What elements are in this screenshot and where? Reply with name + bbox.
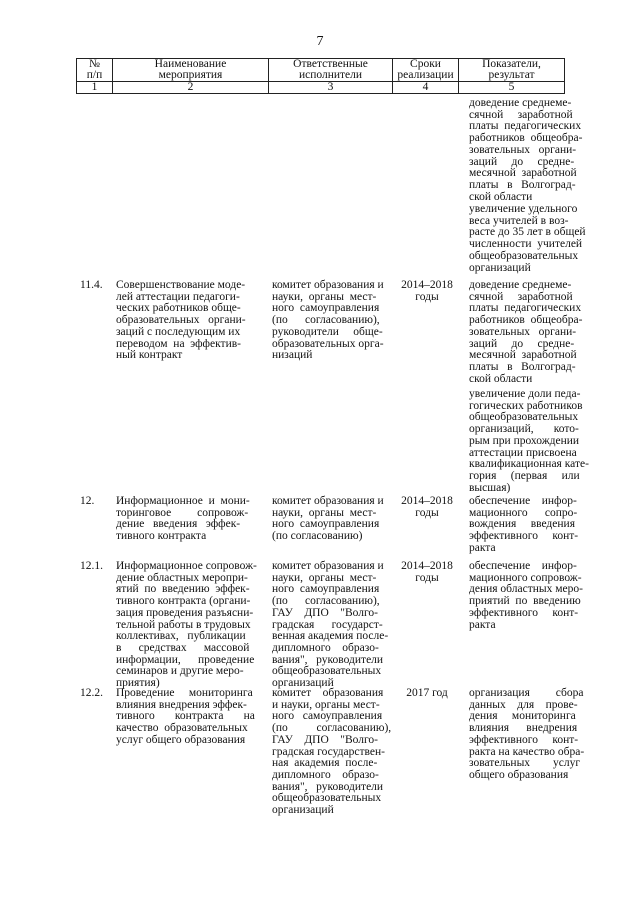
- column-number: 3: [269, 82, 393, 94]
- term-text: 2014–2018 годы: [401, 279, 453, 303]
- column-number: 4: [393, 82, 459, 94]
- activity-name: Информационное сопровож- дение областных меропри- ятий по введению эффек- тивного контракта (органи- зация проведения разъясни- тельной работы в трудовых коллективах, публикации в средствах массовой информации, проведение семинаров и другие меро- приятия): [116, 560, 257, 690]
- page-number: 7: [316, 34, 324, 49]
- executors-text: комитет образования и науки, органы мест- ного самоуправления (по согласованию), ГАУ ДПО "Волго- градская государст- венная академия после- дипломного образо- вания", руководители общеобразовательных организаций: [272, 560, 389, 690]
- result-text: организация сбора данных для прове- дения мониторинга влияния внедрения эффективного конт- ракта на качество обра- зовательных услуг общего образования: [469, 687, 585, 781]
- result-text: увеличение удельного веса учителей в воз- расте до 35 лет в общей численности учителей общеобразовательных организаций: [469, 203, 586, 274]
- column-number: 1: [77, 82, 113, 94]
- header-number: № п/п: [77, 59, 113, 82]
- term-text: 2017 год: [406, 687, 448, 699]
- executors-text: комитет образования и науки, органы мест- ного самоуправления (по согласованию), ГАУ ДПО "Волго- градская государствен- ная академия после- дипломного образо- вания", руководители общеобразовательных организаций: [272, 687, 392, 817]
- result-text: увеличение доли педа- гогических работников общеобразовательных организаций, кото- рым при прохождении аттестации присвоена квалификационная кате- гория (первая или высшая): [469, 388, 589, 494]
- result-text: обеспечение инфор- мационного сопровож- дения областных меро- приятий по введению эффективного конт- ракта: [469, 560, 583, 631]
- term-text: 2014–2018 годы: [401, 495, 453, 519]
- activity-name: Совершенствование моде- лей аттестации педагоги- ческих работников обще- образовательных органи- заций с последующим их переводом на эффектив- ный контракт: [116, 279, 246, 362]
- header-name: Наименование мероприятия: [113, 59, 269, 82]
- header-results: Показатели, результат: [459, 59, 565, 82]
- activity-name: Информационное и мони- торинговое сопровож- дение введения эффек- тивного контракта: [116, 495, 250, 543]
- row-number: 12.2.: [80, 687, 103, 699]
- row-number: 11.4.: [80, 279, 103, 291]
- column-number: 5: [459, 82, 565, 94]
- term-text: 2014–2018 годы: [401, 560, 453, 584]
- header-executors: Ответственные исполнители: [269, 59, 393, 82]
- result-text: доведение среднеме- сячной заработной платы педагогических работников общеобра- зовательных органи- заций до средне- месячной заработной платы в Волгоград- ской области: [469, 279, 583, 385]
- row-number: 12.: [80, 495, 95, 507]
- table-header: [76, 58, 565, 94]
- executors-text: комитет образования и науки, органы мест- ного самоуправления (по согласованию), руководители обще- образовательных орга- низаций: [272, 279, 384, 362]
- row-number: 12.1.: [80, 560, 103, 572]
- executors-text: комитет образования и науки, органы мест- ного самоуправления (по согласованию): [272, 495, 384, 543]
- result-text: доведение среднеме- сячной заработной платы педагогических работников общеобра- зовательных органи- заций до средне- месячной заработной платы в Волгоград- ской области: [469, 97, 583, 203]
- activity-name: Проведение мониторинга влияния внедрения эффек- тивного контракта на качество образовательных услуг общего образования: [116, 687, 255, 746]
- result-text: обеспечение инфор- мационного сопро- вождения введения эффективного конт- ракта: [469, 495, 579, 554]
- header-term: Сроки реализации: [393, 59, 459, 82]
- column-number: 2: [113, 82, 269, 94]
